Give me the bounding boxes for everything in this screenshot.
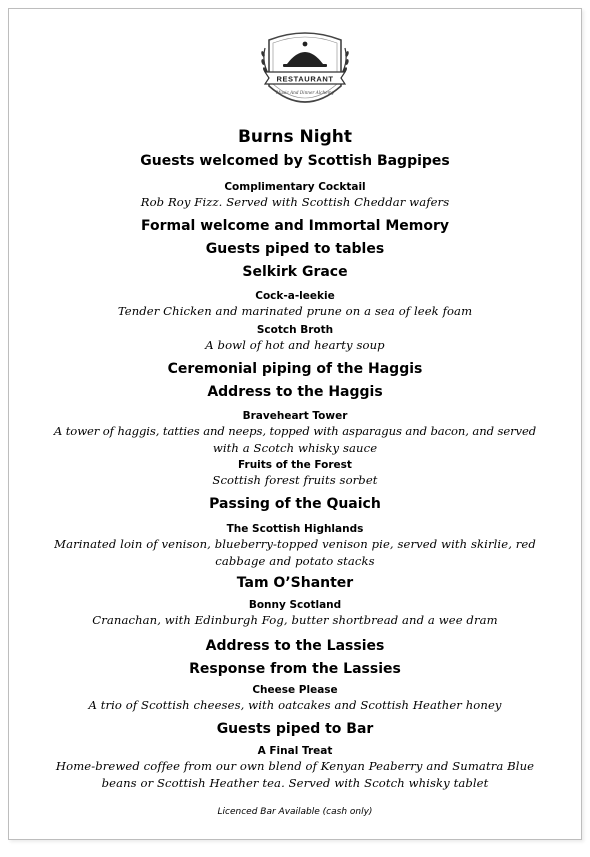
course3-desc-line1: A tower of haggis, tatties and neeps, topped with asparagus and bacon, and served bbox=[53, 424, 537, 438]
course1-name: Cock-a-leekie bbox=[255, 290, 335, 302]
event-welcome: Guests welcomed by Scottish Bagpipes bbox=[140, 153, 450, 169]
menu-title: Burns Night bbox=[237, 127, 353, 147]
footer-note: Licenced Bar Available (cash only) bbox=[217, 807, 373, 817]
course7-desc: A trio of Scottish cheeses, with oatcakes and Scottish Heather honey bbox=[88, 698, 502, 712]
logo-name-text: RESTAURANT bbox=[276, 74, 334, 84]
course5-desc-line1: Marinated loin of venison, blueberry-topped venison pie, served with skirlie, red bbox=[54, 537, 536, 551]
course-cocktail-name: Complimentary Cocktail bbox=[224, 181, 366, 193]
event-address-lassies: Address to the Lassies bbox=[205, 638, 385, 654]
event-piped-bar: Guests piped to Bar bbox=[216, 721, 374, 737]
course3-desc-line2: with a Scotch whisky sauce bbox=[212, 441, 378, 455]
restaurant-logo bbox=[255, 26, 355, 116]
course2-desc: A bowl of hot and hearty soup bbox=[205, 338, 385, 352]
course5-desc-line2: cabbage and potato stacks bbox=[215, 554, 375, 568]
logo-tagline-text: Music And Dinner Alchemy bbox=[275, 90, 335, 95]
course2-name: Scotch Broth bbox=[256, 324, 334, 336]
course5-name: The Scottish Highlands bbox=[226, 523, 364, 535]
course8-name: A Final Treat bbox=[257, 745, 333, 757]
menu-page bbox=[8, 8, 582, 840]
course-cocktail-desc: Rob Roy Fizz. Served with Scottish Cheddar wafers bbox=[140, 195, 450, 209]
course8-desc-line2: beans or Scottish Heather tea. Served with Scotch whisky tablet bbox=[101, 776, 489, 790]
cloche-icon bbox=[287, 52, 323, 64]
course6-name: Bonny Scotland bbox=[248, 599, 342, 611]
course1-desc: Tender Chicken and marinated prune on a sea of leek foam bbox=[117, 304, 473, 318]
event-quaich: Passing of the Quaich bbox=[209, 496, 381, 512]
event-tam: Tam O’Shanter bbox=[236, 575, 354, 591]
course7-name: Cheese Please bbox=[252, 684, 338, 696]
event-piping-haggis: Ceremonial piping of the Haggis bbox=[167, 361, 423, 377]
event-piped-tables: Guests piped to tables bbox=[205, 241, 385, 257]
course4-name: Fruits of the Forest bbox=[238, 459, 352, 471]
event-response-lassies: Response from the Lassies bbox=[189, 661, 401, 677]
course6-desc: Cranachan, with Edinburgh Fog, butter shortbread and a wee dram bbox=[92, 613, 498, 627]
course3-name: Braveheart Tower bbox=[242, 410, 348, 422]
course4-desc: Scottish forest fruits sorbet bbox=[212, 473, 378, 487]
event-formal-welcome: Formal welcome and Immortal Memory bbox=[140, 218, 450, 234]
event-address-haggis: Address to the Haggis bbox=[207, 384, 383, 400]
course8-desc-line1: Home-brewed coffee from our own blend of Kenyan Peaberry and Sumatra Blue bbox=[55, 759, 535, 773]
event-grace: Selkirk Grace bbox=[242, 264, 348, 280]
